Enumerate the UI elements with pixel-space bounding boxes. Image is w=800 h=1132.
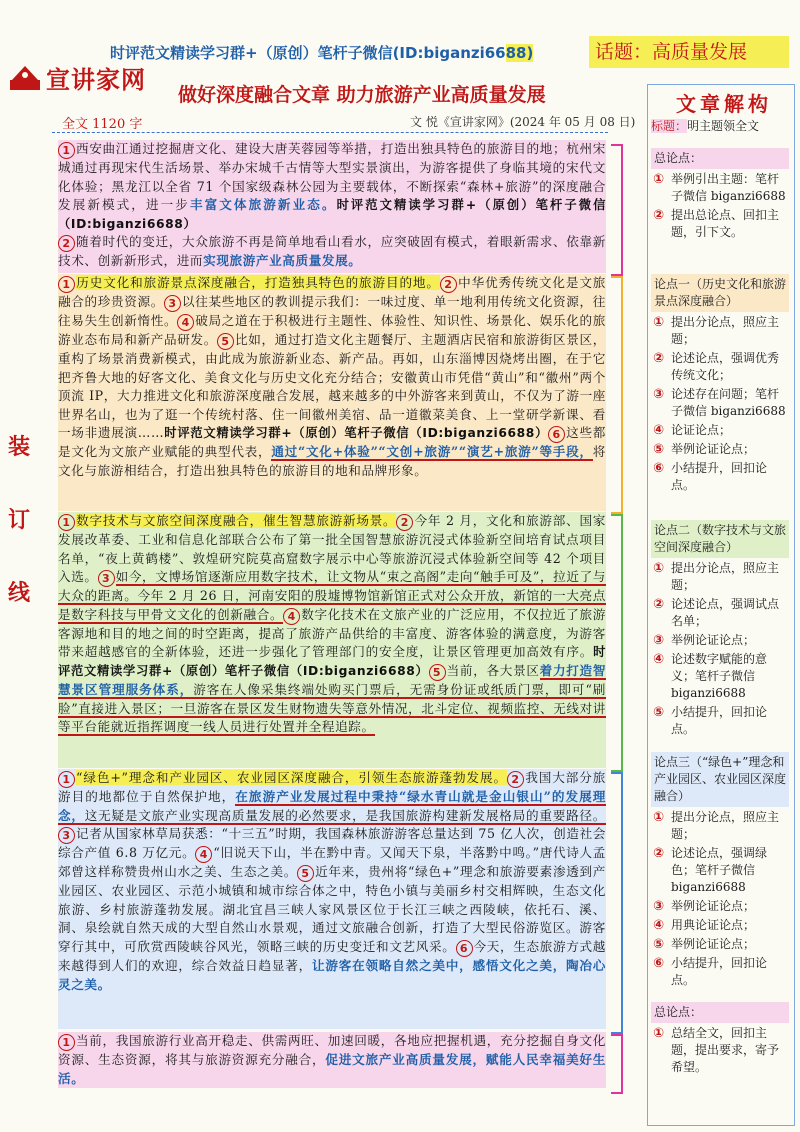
binding-line-label [8, 430, 30, 649]
analysis-item [651, 460, 789, 494]
analysis-point-2 [651, 520, 789, 740]
item-text: 提出分论点，照应主题； [671, 810, 780, 841]
analysis-item [651, 809, 789, 843]
section-head: 总论点： [651, 148, 789, 169]
marker-1: 1 [58, 771, 75, 788]
title-divider [52, 132, 608, 133]
section-head: 论点二（数字技术与文旅空间深度融合） [651, 520, 789, 558]
subject-text: 明主题领全文 [687, 119, 760, 133]
marker-6: 6 [548, 426, 565, 443]
item-number: ② [652, 597, 664, 612]
article-title: 做好深度融合文章 助力旅游产业高质量发展 [178, 84, 546, 106]
logo-text: 宣讲家网 [46, 64, 146, 94]
highlight: 着力打造智慧景区管理服务体系， [58, 662, 607, 697]
item-text: 论述存在问题；笔杆子微信 biganzi6688 [671, 387, 786, 418]
header-promo [110, 42, 533, 63]
promo-line: 时评范文精读学习群+（原创）笔杆子微信（ID:biganzi6688） [164, 426, 549, 441]
text: 比如，通过打造文化主题餐厅、主题酒店民宿和旅游街区景区，重构了场景消费新模式，由此成为旅游新业态、新产品。再如，山东淄博因烧烤出圈，在于它把齐鲁大地的好客文化、美食文化与历史文化充分结合；安徽黄山市凭借“黄山”和“徽州”两个顶流 IP，大力推进文化和旅游深度融合发展，越来越多的中外游客来到黄山，不仅为了游一座世界名山，也为了逛一个传统村落、住一间徽州美宿、品一道徽菜美食、上一堂研学新课、看一场非遗展演…… [58, 332, 606, 441]
highlight: 促进文旅产业高质量发展，赋能人民幸福美好生活。 [58, 1052, 606, 1086]
text: 这些都是文化为文旅产业赋能的典型代表， [58, 425, 606, 460]
analysis-item [651, 596, 789, 630]
text: 近年来，贵州将“绿色+”理念和旅游要素渗透到产业园区、农业园区、示范小城镇和城市综合体之中，特色小镇与美丽乡村交相辉映，生态文化旅游、乡村旅游蓬勃发展。湖北宜昌三峡人家风景区位于长江三峡之西陵峡，依托石、溪、洞、泉绘就自然天成的大型自然山水景观，通过文旅融合创新，打造了大型民俗游览区。游客穿行其中，可欣赏西陵峡谷风光，领略三峡的历史变迁和文艺风采。 [58, 864, 606, 954]
text: 西安曲江通过挖掘唐文化、建设大唐芙蓉园等举措，打造出独具特色的旅游目的地；杭州宋城通过再现宋代生活场景、举办宋城千古情等大型实景演出，为游客提供了身临其境的宋代文化体验；黑龙江以全省 71 个国家级森林公园为主要载体，不断探索“森林+旅游”的深度融合发展新模式，进一步 [58, 141, 606, 213]
highlight: 实现旅游产业高质量发展。 [203, 253, 362, 268]
analysis-subject [651, 118, 789, 135]
item-number: ④ [652, 423, 664, 438]
item-number: ④ [652, 918, 664, 933]
text: 破局之道在于积极进行主题性、体验性、知识性、场景化、娱乐化的旅游业态布局和新产品研发。 [58, 313, 606, 347]
marker-5: 5 [429, 664, 446, 681]
item-number: ⑥ [652, 956, 664, 971]
item-number: ② [652, 846, 664, 861]
item-text: 举例论证论点； [671, 442, 756, 456]
promo-line: 时评范文精读学习群+（原创）笔杆子微信（ID:biganzi6688） [58, 198, 607, 231]
item-number: ③ [652, 899, 664, 914]
analysis-item [651, 560, 789, 594]
text: 如今，文博场馆逐渐应用数字技术，让文物从“束之高阁”走向“触手可及”，拉近了与大众的距离。今年 2 月 26 日，河南安阳的殷墟博物馆新馆正式对公众开放，新馆的一大亮点是数字科技与甲骨文文化的创新融合。 [58, 569, 606, 622]
marker-3: 3 [58, 827, 75, 844]
marker-2: 2 [396, 514, 413, 531]
item-text: 用典论证论点； [671, 918, 756, 932]
item-number: ③ [652, 387, 664, 402]
analysis-item [651, 651, 789, 702]
text: 我国大部分旅游目的地都位于自然保护地， [58, 770, 606, 804]
header-promo-text: 时评范文精读学习群+（原创）笔杆子微信(ID:biganzi66 [110, 44, 506, 62]
item-number: ① [652, 561, 664, 576]
text: 将文化与旅游相结合，打造出独具特色的旅游目的地和品牌形象。 [58, 444, 606, 478]
item-number: ⑤ [652, 442, 664, 457]
analysis-item [651, 314, 789, 348]
marker-2: 2 [440, 276, 457, 293]
item-text: 举例论证论点； [671, 633, 756, 647]
analysis-point-1 [651, 274, 789, 496]
analysis-conclusion [651, 1002, 789, 1078]
item-text: 举例论证论点； [671, 899, 756, 913]
binding-char: 订 [8, 507, 31, 533]
bracket-point-1 [611, 276, 623, 514]
topic-sentence: 历史文化和旅游景点深度融合，打造独具特色的旅游目的地。 [76, 275, 440, 290]
analysis-item [651, 917, 789, 934]
word-count: 全文 1120 字 [62, 117, 143, 132]
text: “旧说天下山，半在黔中青。又闻天下泉，半落黔中鸣。”唐代诗人孟郊曾这样称赞贵州山水之美、生态之美。 [58, 845, 606, 880]
analysis-item [651, 386, 789, 420]
item-text: 论述论点，强调优秀传统文化； [671, 351, 780, 382]
item-text: 小结提升，回扣论点。 [671, 461, 768, 492]
item-number: ① [652, 172, 664, 187]
section-head: 论点一（历史文化和旅游景点深度融合） [651, 274, 789, 312]
item-number: ⑤ [652, 705, 664, 720]
topic-sentence: 数字技术与文旅空间深度融合，催生智慧旅游新场景。 [76, 513, 397, 528]
highlight: 丰富文体旅游新业态。 [189, 197, 337, 213]
marker-1: 1 [58, 276, 75, 293]
analysis-item [651, 171, 789, 205]
item-text: 论述数字赋能的意义；笔杆子微信 biganzi6688 [671, 652, 768, 700]
bracket-point-2 [611, 514, 623, 772]
analysis-item [651, 1025, 789, 1076]
item-text: 论述论点，强调试点名单； [671, 597, 780, 628]
text: 随着时代的变迁，大众旅游不再是简单地看山看水，应突破固有模式，着眼新需求、依靠新技术、创新新形式，进而 [58, 234, 606, 268]
marker-4: 4 [283, 608, 300, 625]
paragraph-point-1 [58, 274, 606, 511]
highlight: 通过“文化+体验”“文创+旅游”“演艺+旅游”等手段， [271, 444, 593, 460]
topic-badge: 话题：高质量发展 [589, 36, 789, 68]
item-number: ② [652, 351, 664, 366]
text: 这无疑是文旅产业实现高质量发展的必然要求，是我国旅游构建新发展格局的重要路径。 [84, 807, 607, 823]
header-promo-tail: 88) [505, 44, 534, 62]
item-number: ⑥ [652, 461, 664, 476]
analysis-item [651, 845, 789, 896]
text: 游客在人像采集终端处购买门票后，无需身份证或纸质门票，即可“刷脸”直接进入景区；一旦游客在景区发生财物遗失等意外情况，北斗定位、视频监控、无线对讲等平台能就近指挥调度一线人员进行处置并全程追踪。 [58, 681, 607, 735]
analysis-item [651, 441, 789, 458]
item-number: ④ [652, 652, 664, 667]
analysis-point-3 [651, 752, 789, 991]
bracket-conclusion [611, 1034, 623, 1094]
highlight: 在旅游产业发展过程中秉持“绿水青山就是金山银山”的发展理念， [58, 789, 606, 823]
text: 中华优秀传统文化是文旅融合的珍贵资源。 [58, 275, 606, 309]
byline: 文 悦《宣讲家网》(2024 年 05 月 08 日) [410, 115, 636, 129]
marker-3: 3 [98, 570, 115, 587]
marker-5: 5 [297, 865, 314, 882]
marker-1: 1 [58, 142, 75, 159]
promo-line: 时评范文精读学习群+（原创）笔杆子微信（ID:biganzi6688） [58, 645, 606, 678]
item-text: 提出总论点、回扣主题，引下文。 [671, 208, 780, 239]
item-text: 论述论点，强调绿色；笔杆子微信 biganzi6688 [671, 846, 768, 894]
marker-2: 2 [58, 235, 75, 252]
item-number: ③ [652, 633, 664, 648]
analysis-general [651, 148, 789, 243]
item-number: ⑤ [652, 937, 664, 952]
bracket-intro [611, 144, 623, 276]
text: 数字化技术在文旅产业的广泛应用，不仅拉近了旅游客源地和目的地之间的时空距离，提高了旅游产品供给的丰富度、游客体验的满意度，为游客带来超越感官的全新体验，还进一步强化了管理部门的安全度，让景区管理更加高效有序。 [58, 606, 606, 660]
logo-icon [8, 62, 42, 92]
binding-char: 线 [8, 580, 31, 606]
topic-sentence: “绿色+”理念和产业园区、农业园区深度融合，引领生态旅游蓬勃发展。 [76, 770, 507, 785]
section-head: 论点三（“绿色+”理念和产业园区、农业园区深度融合） [651, 752, 789, 807]
paragraph-point-2 [58, 512, 606, 768]
text: 以往某些地区的教训提示我们：一味过度、单一地利用传统文化资源，往往易失生创新惰性。 [58, 294, 606, 328]
item-text: 总结全文，回扣主题，提出要求，寄予希望。 [671, 1026, 780, 1074]
marker-4: 4 [177, 314, 194, 331]
marker-5: 5 [217, 333, 234, 350]
text: 今年 2 月，文化和旅游部、国家发展改革委、工业和信息化部联合公布了第一批全国智慧旅游沉浸式体验新空间培育试点项目名单，“夜上黄鹤楼”、敦煌研究院莫高窟数字展示中心等旅游沉浸式体验新空间等 42 个项目入选。 [58, 513, 606, 585]
text: 当前，各大景区 [446, 662, 540, 678]
analysis-item [651, 898, 789, 915]
paragraph-point-3 [58, 769, 606, 1029]
analysis-item [651, 422, 789, 439]
analysis-item [651, 350, 789, 384]
marker-3: 3 [164, 295, 181, 312]
marker-1: 1 [58, 1034, 75, 1051]
analysis-title: 文章解构 [676, 92, 772, 116]
item-text: 举例论证论点； [671, 937, 756, 951]
highlight: 让游客在领略自然之美中，感悟文化之美，陶冶心灵之美。 [58, 957, 606, 992]
analysis-item [651, 632, 789, 649]
subject-label: 标题： [651, 119, 688, 133]
binding-char: 装 [8, 434, 31, 460]
item-number: ① [652, 1026, 664, 1041]
item-number: ① [652, 810, 664, 825]
item-text: 举例引出主题：笔杆子微信 biganzi6688 [671, 172, 786, 203]
item-text: 小结提升，回扣论点。 [671, 956, 768, 987]
item-number: ② [652, 208, 664, 223]
section-head: 总论点： [651, 1002, 789, 1023]
item-number: ① [652, 315, 664, 330]
site-logo [8, 60, 168, 94]
text: 今天，生态旅游方式越来越得到人们的欢迎，综合效益日趋显著， [58, 938, 607, 973]
marker-6: 6 [456, 940, 473, 957]
item-text: 提出分论点，照应主题； [671, 315, 780, 346]
item-text: 提出分论点，照应主题； [671, 561, 780, 592]
analysis-item [651, 704, 789, 738]
marker-1: 1 [58, 514, 75, 531]
marker-4: 4 [195, 846, 212, 863]
marker-2: 2 [507, 771, 524, 788]
bracket-point-3 [611, 772, 623, 1034]
item-text: 小结提升，回扣论点。 [671, 705, 768, 736]
text: 记者从国家林草局获悉：“十三五”时期，我国森林旅游游客总量达到 75 亿人次，创造社会综合产值 6.8 万亿元。 [58, 826, 606, 861]
paragraph-conclusion [58, 1032, 606, 1088]
item-text: 论证论点； [671, 423, 732, 437]
analysis-item [651, 955, 789, 989]
paragraph-intro-2 [58, 233, 606, 273]
analysis-item [651, 207, 789, 241]
text: 当前，我国旅游行业高开稳走、供需两旺、加速回暖，各地应把握机遇，充分挖掘自身文化资源、生态资源，将其与旅游资源充分融合， [58, 1033, 606, 1067]
analysis-item [651, 936, 789, 953]
